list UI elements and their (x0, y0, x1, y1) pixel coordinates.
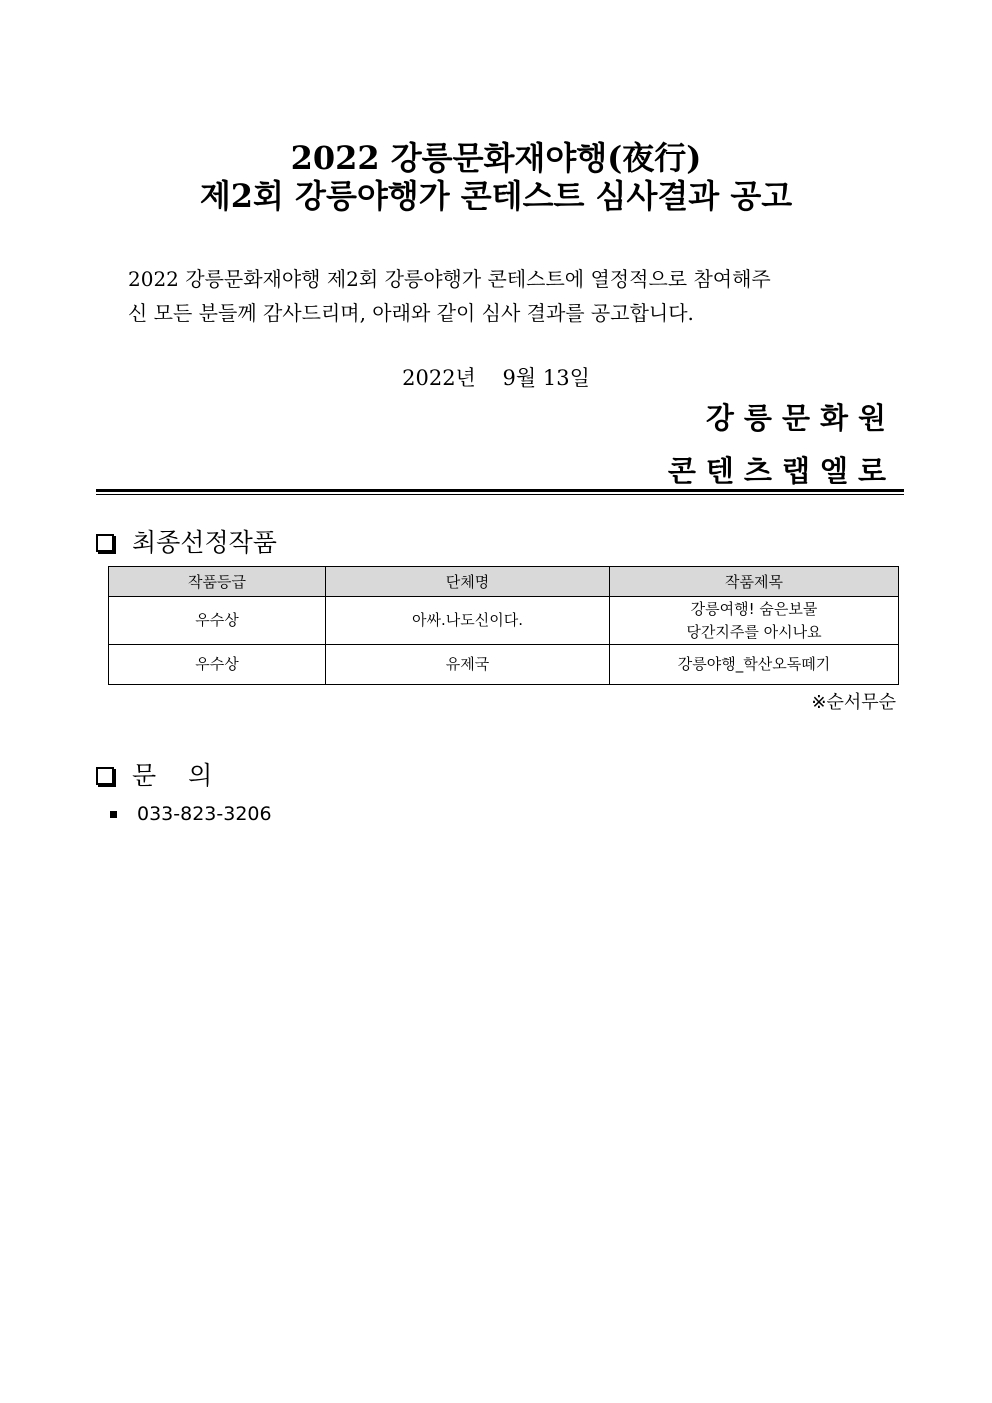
divider-thick (96, 489, 904, 492)
document-title-line-1: 2022 강릉문화재야행(夜行) (290, 139, 702, 177)
table-row (109, 597, 899, 645)
table-header-row (109, 567, 899, 597)
section-heading-inquiry (96, 760, 224, 792)
organizer-gangneung-cultural-center: 강릉문화원 (705, 401, 896, 435)
intro-paragraph-line-1: 2022 강릉문화재야행 제2회 강릉야행가 콘테스트에 열정적으로 참여해주 (128, 267, 771, 291)
column-header-team: 단체명 (326, 567, 610, 597)
cell-grade: 우수상 (109, 597, 326, 645)
column-header-grade: 작품등급 (109, 567, 326, 597)
section-heading-label: 최종선정작품 (132, 528, 277, 557)
contact-phone: 033-823-3206 (137, 803, 272, 825)
table-row (109, 645, 899, 685)
contact-item (110, 800, 272, 828)
organizer-contents-lab-ello: 콘텐츠랩엘로 (667, 454, 896, 488)
square-bullet-icon (110, 811, 117, 818)
section-heading-label: 문 의 (132, 761, 225, 790)
document-title-line-2: 제2회 강릉야행가 콘테스트 심사결과 공고 (199, 177, 793, 215)
checkbox-square-icon (96, 767, 114, 785)
divider-thin (96, 494, 904, 495)
announcement-date: 2022년 9월 13일 (402, 366, 590, 390)
checkbox-square-icon (96, 534, 114, 552)
cell-team: 아싸.나도신이다. (326, 597, 610, 645)
intro-paragraph-line-2: 신 모든 분들께 감사드리며, 아래와 같이 심사 결과를 공고합니다. (128, 301, 694, 325)
section-heading-final-selection (96, 527, 277, 559)
work-title-line-1: 강릉여행! 숨은보물 (690, 599, 818, 618)
column-header-work-title: 작품제목 (610, 567, 899, 597)
order-note: ※순서무순 (811, 692, 896, 713)
cell-work-title: 강릉야행_학산오독떼기 (610, 645, 899, 685)
cell-work-title (610, 597, 899, 645)
cell-grade: 우수상 (109, 645, 326, 685)
cell-team: 유제국 (326, 645, 610, 685)
results-table (108, 566, 899, 685)
work-title-line-2: 당간지주를 아시나요 (686, 622, 822, 641)
